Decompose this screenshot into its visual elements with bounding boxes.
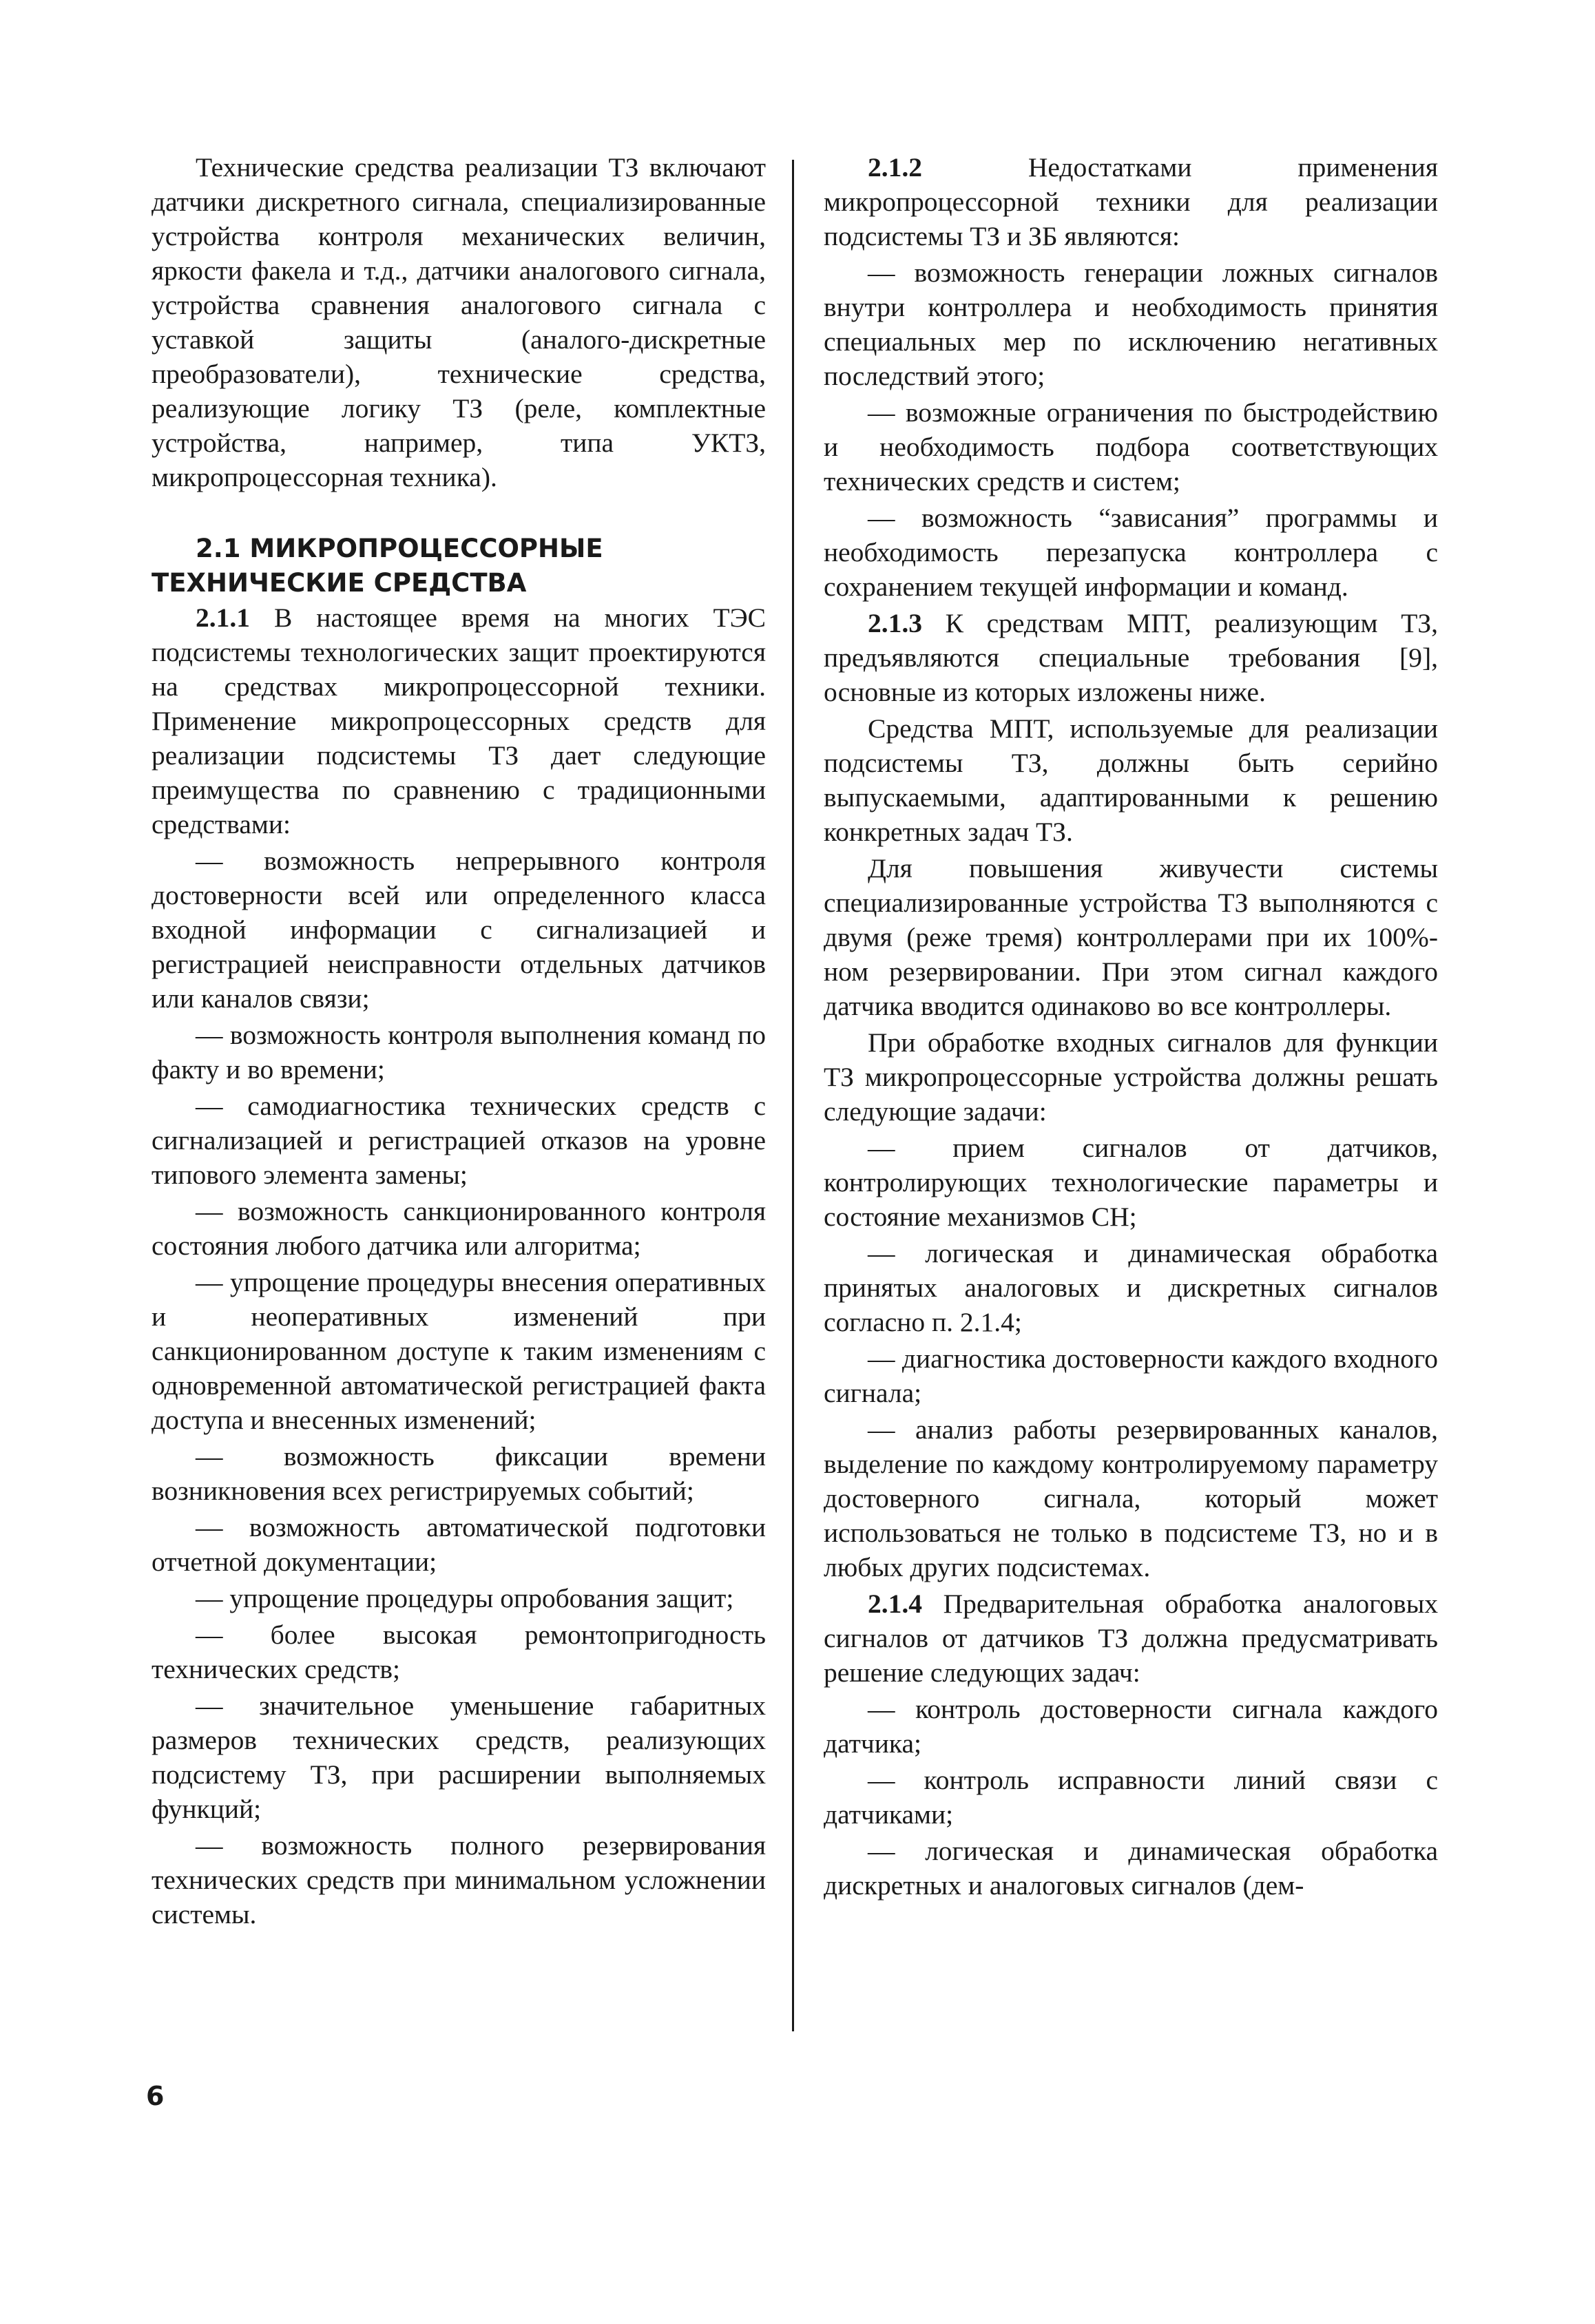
clause-text: Предварительная обработка аналоговых сигналов от датчиков ТЗ должна предусматривать решение следующих задач:	[824, 1589, 1438, 1688]
list-item: — диагностика достоверности каждого входного сигнала;	[824, 1343, 1438, 1408]
paragraph-2-1-3	[824, 606, 1438, 709]
list-item: — возможность непрерывного контроля достоверности всей или определенного класса входной информации с сигнализацией и регистрацией неисправности отдельных датчиков или каналов связи;	[152, 846, 766, 1014]
list-item: — возможность фиксации времени возникновения всех регистрируемых событий;	[152, 1441, 766, 1506]
clause-text: К средствам МПТ, реализующим ТЗ, предъявляются специальные требования [9], основные из которых изложены ниже.	[824, 608, 1438, 707]
clause-number: 2.1.3	[868, 608, 922, 638]
list-item: — самодиагностика технических средств с сигнализацией и регистрацией отказов на уровне типового элемента замены;	[152, 1091, 766, 1190]
clause-text: В настоящее время на многих ТЭС подсистемы технологических защит проектируются на средствах микропроцессорной техники. Применение микропроцессорных средств для реализации подсистемы ТЗ дает следующие преимущества по сравнению с традиционными средствами:	[152, 603, 766, 839]
column-divider	[792, 160, 794, 2031]
paragraph-2-1-1	[152, 600, 766, 841]
paragraph-signal-processing: При обработке входных сигналов для функции ТЗ микропроцессорные устройства должны решать следующие задачи:	[824, 1027, 1438, 1127]
list-item: — логическая и динамическая обработка принятых аналоговых и дискретных сигналов согласно п. 2.1.4;	[824, 1238, 1438, 1337]
list-item: — анализ работы резервированных каналов, выделение по каждому контролируемому параметру достоверного сигнала, который может использоваться не только в подсистеме ТЗ, но и в любых других подсистемах.	[824, 1414, 1438, 1582]
right-column	[824, 150, 1438, 1905]
list-item: — возможность санкционированного контроля состояния любого датчика или алгоритма;	[152, 1196, 766, 1261]
paragraph-survivability: Для повышения живучести системы специализированные устройства ТЗ выполняются с двумя (реже тремя) контроллерами при их 100%-ном резервировании. При этом сигнал каждого датчика вводится одинаково во все контроллеры.	[824, 853, 1438, 1021]
section-heading-line-2: ТЕХНИЧЕСКИЕ СРЕДСТВА	[152, 568, 527, 598]
clause-number: 2.1.2	[868, 152, 922, 182]
clause-text: Недостатками применения микропроцессорной техники для реализации подсистемы ТЗ и ЗБ являются:	[824, 152, 1438, 251]
list-item: — логическая и динамическая обработка дискретных и аналоговых сигналов (дем-	[824, 1836, 1438, 1901]
clause-number: 2.1.1	[196, 603, 250, 633]
left-column	[152, 150, 766, 1934]
page-number: 6	[146, 2081, 165, 2111]
list-item: — возможность генерации ложных сигналов внутри контроллера и необходимость принятия специальных мер по исключению негативных последствий этого;	[824, 258, 1438, 391]
list-item: — упрощение процедуры опробования защит;	[196, 1583, 734, 1613]
paragraph-mpt-requirements: Средства МПТ, используемые для реализации подсистемы ТЗ, должны быть серийно выпускаемыми, адаптированными к решению конкретных задач ТЗ.	[824, 713, 1438, 847]
list-item: — прием сигналов от датчиков, контролирующих технологические параметры и состояние механизмов СН;	[824, 1133, 1438, 1232]
list-item: — возможные ограничения по быстродействию и необходимость подбора соответствующих технических средств и систем;	[824, 397, 1438, 496]
clause-number: 2.1.4	[868, 1589, 922, 1619]
list-item: — контроль достоверности сигнала каждого датчика;	[824, 1694, 1438, 1759]
list-item: — возможность контроля выполнения команд по факту и во времени;	[152, 1020, 766, 1085]
list-item: — возможность “зависания” программы и необходимость перезапуска контроллера с сохранением текущей информации и команд.	[824, 503, 1438, 602]
list-item: — возможность полного резервирования технических средств при минимальном усложнении системы.	[152, 1830, 766, 1929]
list-item: — упрощение процедуры внесения оперативных и неоперативных изменений при санкционированном доступе к таким изменениям с одновременной автоматической регистрацией факта доступа и внесенных изменений;	[152, 1267, 766, 1435]
list-item: — возможность автоматической подготовки отчетной документации;	[152, 1512, 766, 1577]
paragraph-2-1-4	[824, 1587, 1438, 1690]
list-item: — контроль исправности линий связи с датчиками;	[824, 1765, 1438, 1830]
section-heading-line-1: 2.1 МИКРОПРОЦЕССОРНЫЕ	[196, 534, 603, 563]
intro-paragraph: Технические средства реализации ТЗ включают датчики дискретного сигнала, специализированные устройства контроля механических величин, яркости факела и т.д., датчики аналогового сигнала, устройства сравнения аналогового сигнала с уставкой защиты (аналого-дискретные преобразователи), технические средства, реализующие логику ТЗ (реле, комплектные устройства, например, типа УКТЗ, микропроцессорная техника).	[152, 152, 766, 492]
paragraph-2-1-2	[824, 150, 1438, 253]
list-item: — более высокая ремонтопригодность технических средств;	[152, 1620, 766, 1684]
list-item: — значительное уменьшение габаритных размеров технических средств, реализующих подсистему ТЗ, при расширении выполняемых функций;	[152, 1690, 766, 1824]
section-heading	[152, 532, 766, 600]
